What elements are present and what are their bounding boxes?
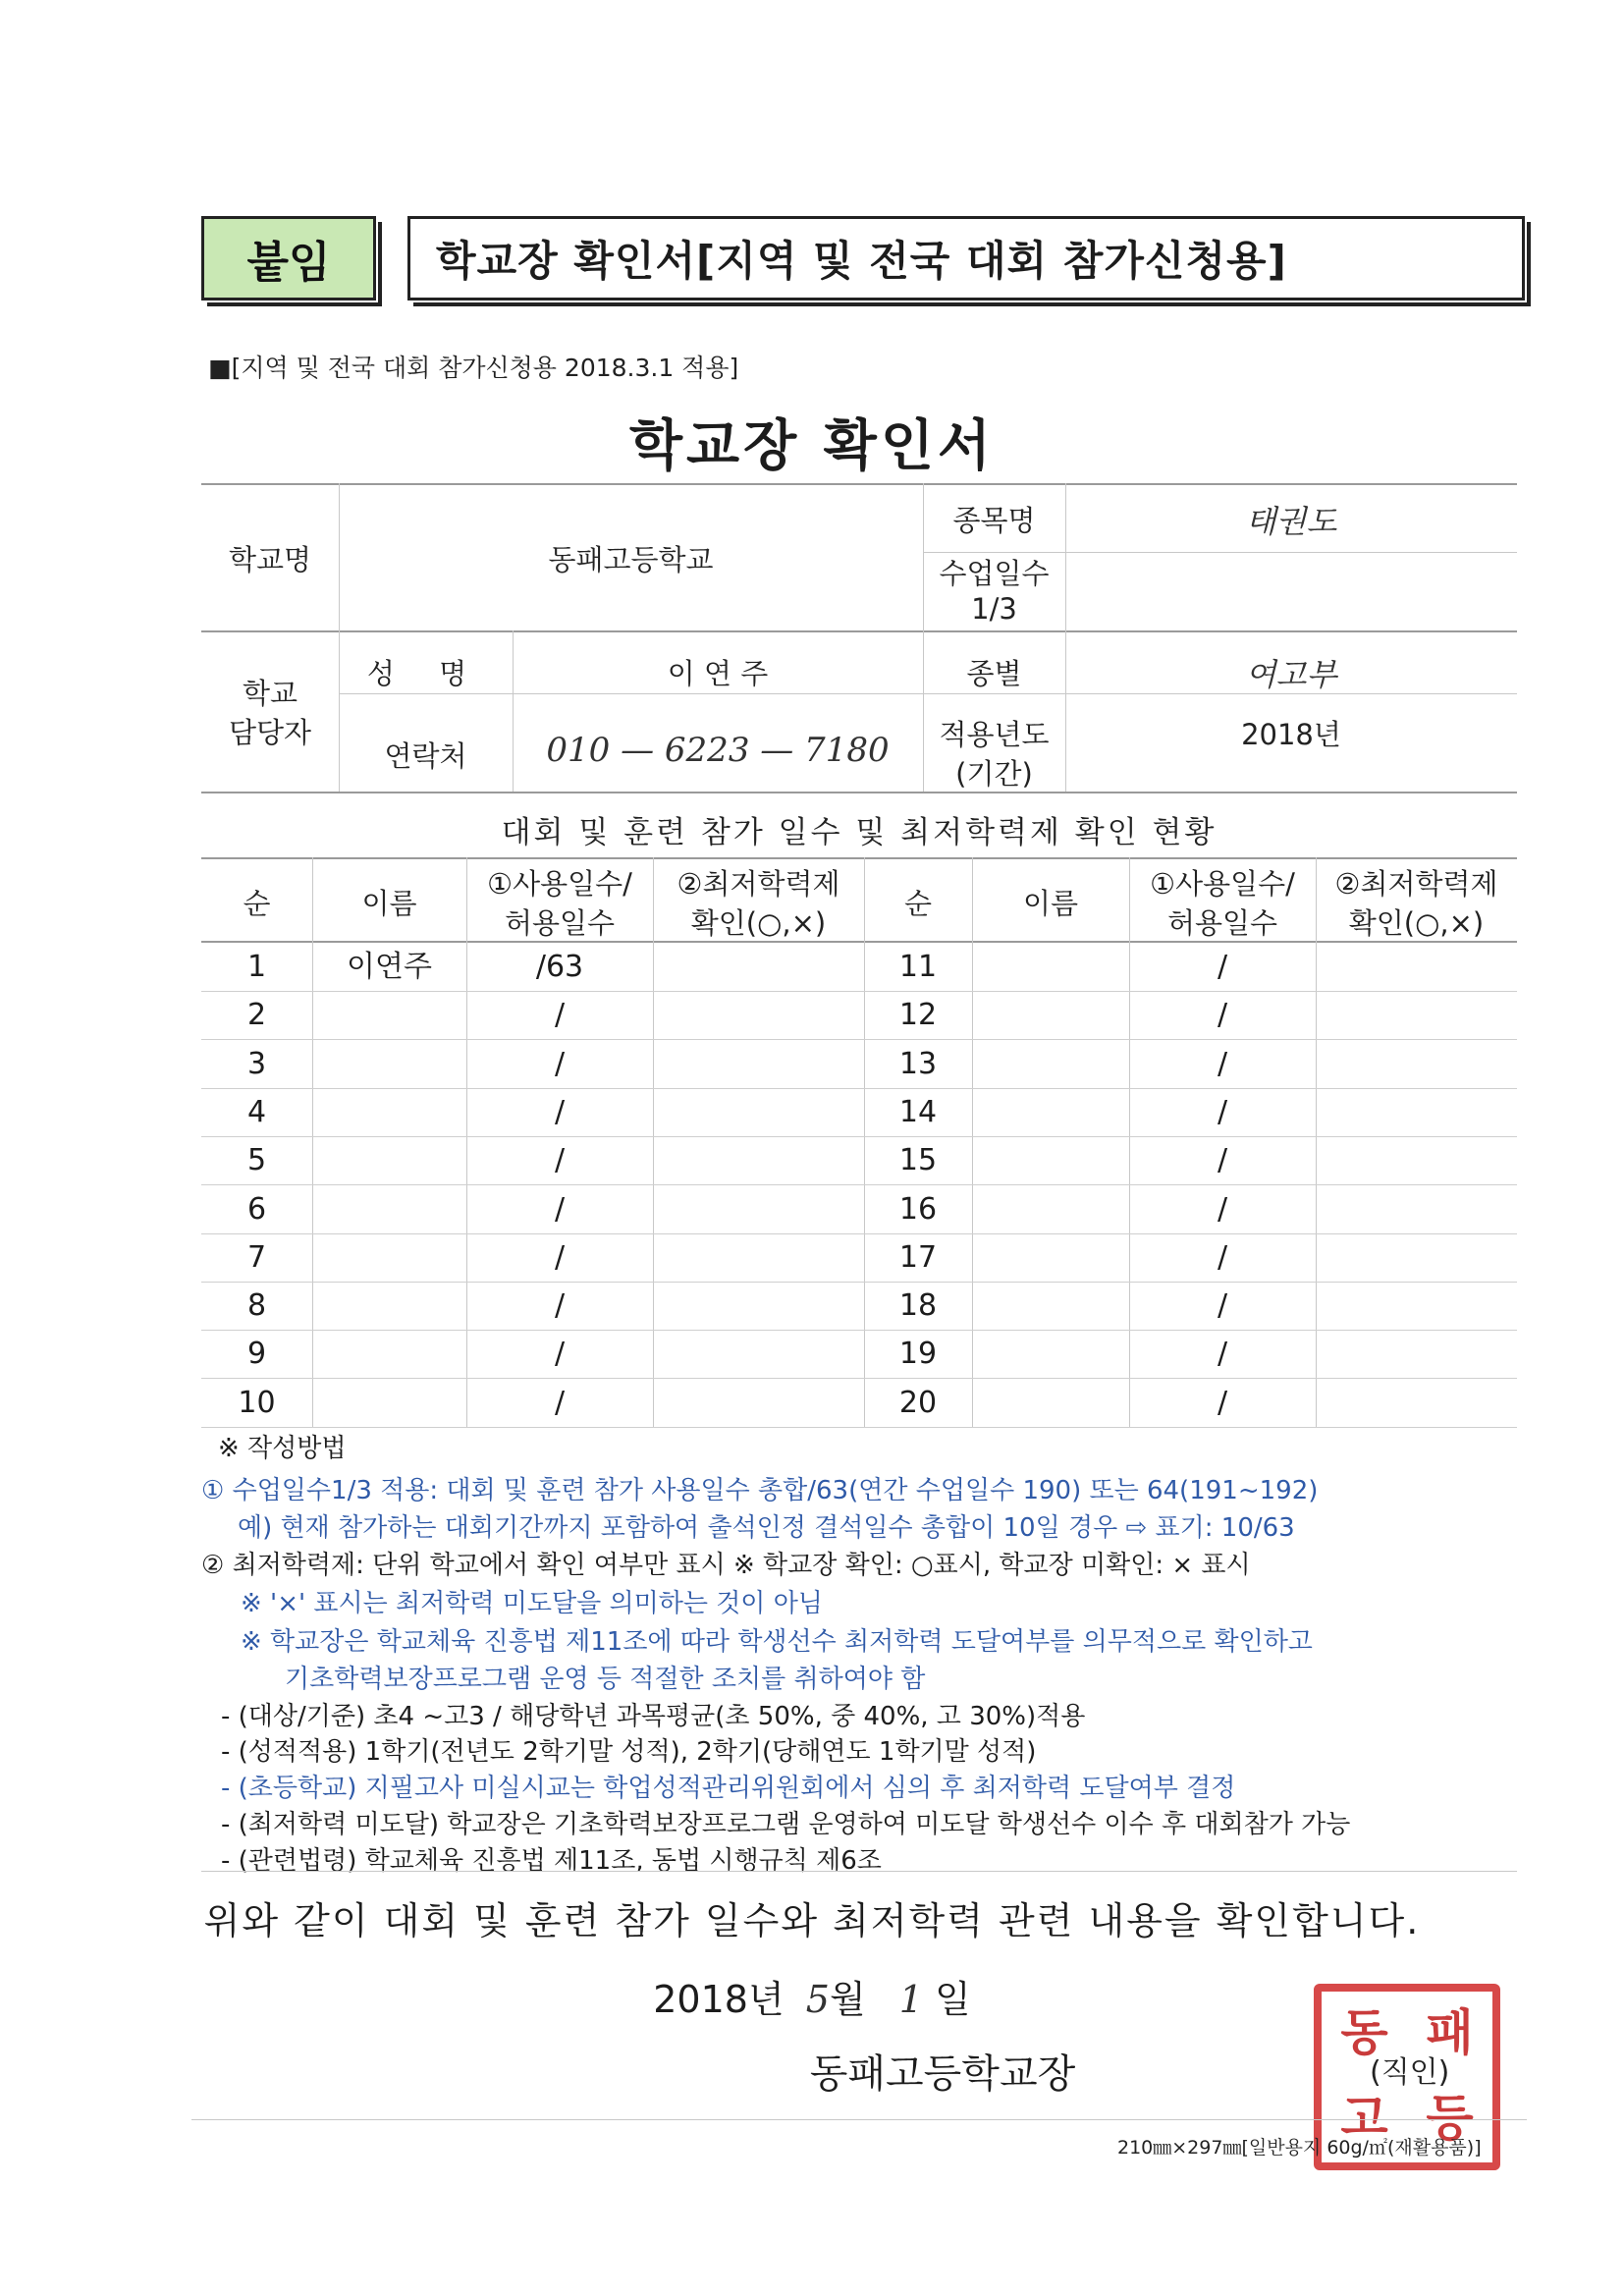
cell-no: 2 (246, 998, 267, 1033)
cell-no2: 20 (898, 1385, 938, 1420)
table-row (201, 1136, 1517, 1184)
cell-days: / (554, 1143, 566, 1178)
cell-name (312, 1379, 466, 1427)
document-title: 학교장 확인서 (628, 414, 996, 478)
cell-days2: / (1217, 1094, 1228, 1129)
year-label-2: (기간) (955, 757, 1033, 791)
cell-no: 8 (246, 1288, 267, 1324)
phone-label: 연락처 (384, 739, 467, 773)
cell-days2: / (1217, 950, 1228, 984)
date-month: 5 (805, 1978, 830, 2021)
info-mid-line (201, 630, 1517, 632)
col-check-header-right-2: 확인(○,×) (1348, 906, 1485, 940)
cell-days: / (554, 1191, 566, 1227)
division-value: 여고부 (1245, 656, 1337, 693)
detail-4: - (최저학력 미도달) 학교장은 기초학력보장프로그램 운영하여 미도달 학생선수 이수 후 대회참가 가능 (221, 1810, 1351, 1839)
cell-no: 9 (246, 1337, 267, 1372)
cell-check2 (1316, 1040, 1517, 1088)
cell-name (312, 1282, 466, 1330)
table-row (201, 1088, 1517, 1136)
table-row (201, 1185, 1517, 1233)
cell-check (653, 1040, 864, 1088)
cell-days: / (554, 1239, 566, 1275)
table-row (201, 1040, 1517, 1088)
note-1a: ① 수업일수1/3 적용: 대회 및 훈련 참가 사용일수 총합/63(연간 수업일수 190) 또는 64(191~192) (201, 1476, 1319, 1505)
cell-name2 (972, 1136, 1129, 1184)
note-2c: ※ 학교장은 학교체육 진흥법 제11조에 따라 학생선수 최저학력 도달여부를 의무적으로 확인하고 (241, 1627, 1313, 1657)
cell-days: /63 (535, 950, 584, 984)
col-check-header-right-1: ②최저학력제 (1334, 867, 1498, 901)
footer-line (191, 2119, 1527, 2120)
cell-name (312, 1185, 466, 1233)
cell-no2: 13 (898, 1046, 938, 1081)
table-row (201, 991, 1517, 1039)
year-label-1: 적용년도 (939, 718, 1050, 751)
cell-no: 4 (246, 1094, 267, 1129)
cell-no2: 12 (898, 998, 938, 1033)
cell-name (312, 1040, 466, 1088)
attachment-badge: 붙임 (201, 216, 376, 301)
table-row (201, 1379, 1517, 1427)
cell-check2 (1316, 1088, 1517, 1136)
col-name-header: 이름 (361, 887, 417, 920)
col-days-header-2: 허용일수 (504, 906, 616, 940)
cell-check (653, 1282, 864, 1330)
cell-check (653, 1379, 864, 1427)
cell-no: 3 (246, 1046, 267, 1081)
cell-days2: / (1217, 998, 1228, 1033)
cell-days: / (554, 1046, 566, 1081)
col-days-header-1: ①사용일수/ (487, 867, 632, 901)
cell-name (312, 1088, 466, 1136)
cell-name (312, 1330, 466, 1378)
cell-days: / (554, 1094, 566, 1129)
cell-check2 (1316, 1136, 1517, 1184)
notes-heading: ※ 작성방법 (218, 1434, 347, 1463)
cell-check (653, 1185, 864, 1233)
cell-name2 (972, 1379, 1129, 1427)
cell-check (653, 943, 864, 991)
cell-check2 (1316, 943, 1517, 991)
phone-value: 010 — 6223 — 7180 (546, 731, 890, 770)
detail-3: - (초등학교) 지필고사 미실시교는 학업성적관리위원회에서 심의 후 최저학력 도달여부 결정 (221, 1774, 1236, 1803)
cell-no: 10 (238, 1385, 276, 1420)
col-name-header-right: 이름 (1022, 887, 1079, 920)
sport-label: 종목명 (952, 504, 1036, 537)
cell-name2 (972, 1088, 1129, 1136)
cell-check2 (1316, 1379, 1517, 1427)
cell-days2: / (1217, 1046, 1228, 1081)
cell-days2: / (1217, 1143, 1228, 1178)
cell-name2 (972, 1330, 1129, 1378)
date-month-unit: 월 (829, 1978, 866, 2021)
cell-days2: / (1217, 1191, 1228, 1227)
cell-no2: 11 (898, 950, 938, 984)
cell-days: / (554, 1288, 566, 1324)
date-day-unit: 일 (935, 1978, 971, 2021)
detail-5: - (관련법령) 학교체육 진흥법 제11조, 동법 시행규칙 제6조 (221, 1846, 882, 1876)
table-row (201, 943, 1517, 991)
cell-name2 (972, 991, 1129, 1039)
cell-days2: / (1217, 1385, 1228, 1420)
cell-days2: / (1217, 1239, 1228, 1275)
notes-bottom-line (201, 1871, 1517, 1872)
cell-name2 (972, 1040, 1129, 1088)
col-check-header-1: ②최저학력제 (677, 867, 840, 901)
cell-check (653, 1088, 864, 1136)
cell-no: 6 (246, 1191, 267, 1227)
cell-check (653, 991, 864, 1039)
paper-spec: 210㎜×297㎜[일반용지 60g/㎡(재활용품)] (1117, 2137, 1482, 2159)
cell-check2 (1316, 1185, 1517, 1233)
seal-char: 동 (1340, 2004, 1388, 2061)
cell-name (312, 991, 466, 1039)
table-row (201, 1330, 1517, 1378)
status-section-title: 대회 및 훈련 참가 일수 및 최저학력제 확인 현황 (501, 815, 1218, 850)
col-no-header: 순 (243, 887, 271, 920)
cell-check2 (1316, 1233, 1517, 1282)
sport-value: 태권도 (1245, 503, 1337, 540)
cell-no: 5 (246, 1143, 267, 1178)
cell-no2: 18 (898, 1288, 938, 1324)
seal-char: 등 (1426, 2090, 1474, 2147)
year-value: 2018년 (1241, 718, 1341, 751)
days-label-2: 1/3 (971, 592, 1017, 626)
date-day: 1 (898, 1978, 923, 2021)
col-no-header-right: 순 (903, 887, 932, 920)
note-2a: ② 최저학력제: 단위 학교에서 확인 여부만 표시 ※ 학교장 확인: ○표시, 학교장 미확인: × 표시 (201, 1551, 1251, 1580)
confirmation-text: 위와 같이 대회 및 훈련 참가 일수와 최저학력 관련 내용을 확인합니다. (203, 1899, 1421, 1942)
division-label: 종별 (966, 657, 1022, 690)
cell-name: 이연주 (347, 950, 432, 984)
col-check-header-2: 확인(○,×) (690, 906, 827, 940)
cell-name2 (972, 1185, 1129, 1233)
name-label: 성 명 (366, 657, 485, 690)
table-row (201, 1233, 1517, 1282)
note-2b: ※ '×' 표시는 최저학력 미도달을 의미하는 것이 아님 (241, 1589, 823, 1618)
cell-check (653, 1136, 864, 1184)
cell-no2: 16 (898, 1191, 938, 1227)
row-divider (201, 1427, 1517, 1428)
seal-label: (직인) (1370, 2055, 1450, 2090)
school-name-label: 학교명 (228, 543, 312, 576)
cell-check (653, 1233, 864, 1282)
detail-1: - (대상/기준) 초4 ~고3 / 해당학년 과목평균(초 50%, 중 40%, 고 30%)적용 (221, 1702, 1086, 1731)
cell-no2: 17 (898, 1239, 938, 1275)
days-label-1: 수업일수 (939, 557, 1050, 590)
cell-check (653, 1330, 864, 1378)
name-value: 이 연 주 (667, 657, 769, 690)
cell-check2 (1316, 991, 1517, 1039)
cell-name (312, 1233, 466, 1282)
cell-no2: 14 (898, 1094, 938, 1129)
note-1b: 예) 현재 참가하는 대회기간까지 포함하여 출석인정 결석일수 총합이 10일 경우 ⇨ 표기: 10/63 (238, 1513, 1295, 1543)
cell-name2 (972, 943, 1129, 991)
seal-char: 고 (1340, 2090, 1388, 2147)
col-days-header-right-1: ①사용일수/ (1150, 867, 1295, 901)
cell-days2: / (1217, 1288, 1228, 1324)
school-name-value: 동패고등학교 (548, 543, 714, 576)
status-header-top-line (201, 857, 1517, 859)
info-top-line (201, 483, 1517, 485)
table-row (201, 1282, 1517, 1330)
date-year: 2018년 (653, 1978, 785, 2021)
contact-group-label-2: 담당자 (228, 716, 312, 749)
cell-name (312, 1136, 466, 1184)
principal-name: 동패고등학교장 (809, 2051, 1076, 2097)
seal-char: 패 (1426, 2004, 1474, 2061)
cell-check2 (1316, 1282, 1517, 1330)
cell-days2: / (1217, 1337, 1228, 1372)
cell-name2 (972, 1282, 1129, 1330)
cell-name2 (972, 1233, 1129, 1282)
cell-check2 (1316, 1330, 1517, 1378)
note-2d: 기초학력보장프로그램 운영 등 적절한 조치를 취하여야 함 (285, 1665, 926, 1694)
cell-no2: 15 (898, 1143, 938, 1178)
contact-group-label-1: 학교 (242, 677, 298, 710)
cell-no: 1 (246, 950, 267, 984)
cell-days: / (554, 998, 566, 1033)
cell-no: 7 (246, 1239, 267, 1275)
form-subtitle: ■[지역 및 전국 대회 참가신청용 2018.3.1 적용] (208, 354, 739, 382)
detail-2: - (성적적용) 1학기(전년도 2학기말 성적), 2학기(당해연도 1학기말 성적) (221, 1737, 1037, 1767)
cell-days: / (554, 1337, 566, 1372)
cell-no2: 19 (898, 1337, 938, 1372)
col-days-header-right-2: 허용일수 (1166, 906, 1278, 940)
header-title: 학교장 확인서[지역 및 전국 대회 참가신청용] (407, 216, 1525, 301)
cell-days: / (554, 1385, 566, 1420)
info-bottom-line (201, 792, 1517, 793)
